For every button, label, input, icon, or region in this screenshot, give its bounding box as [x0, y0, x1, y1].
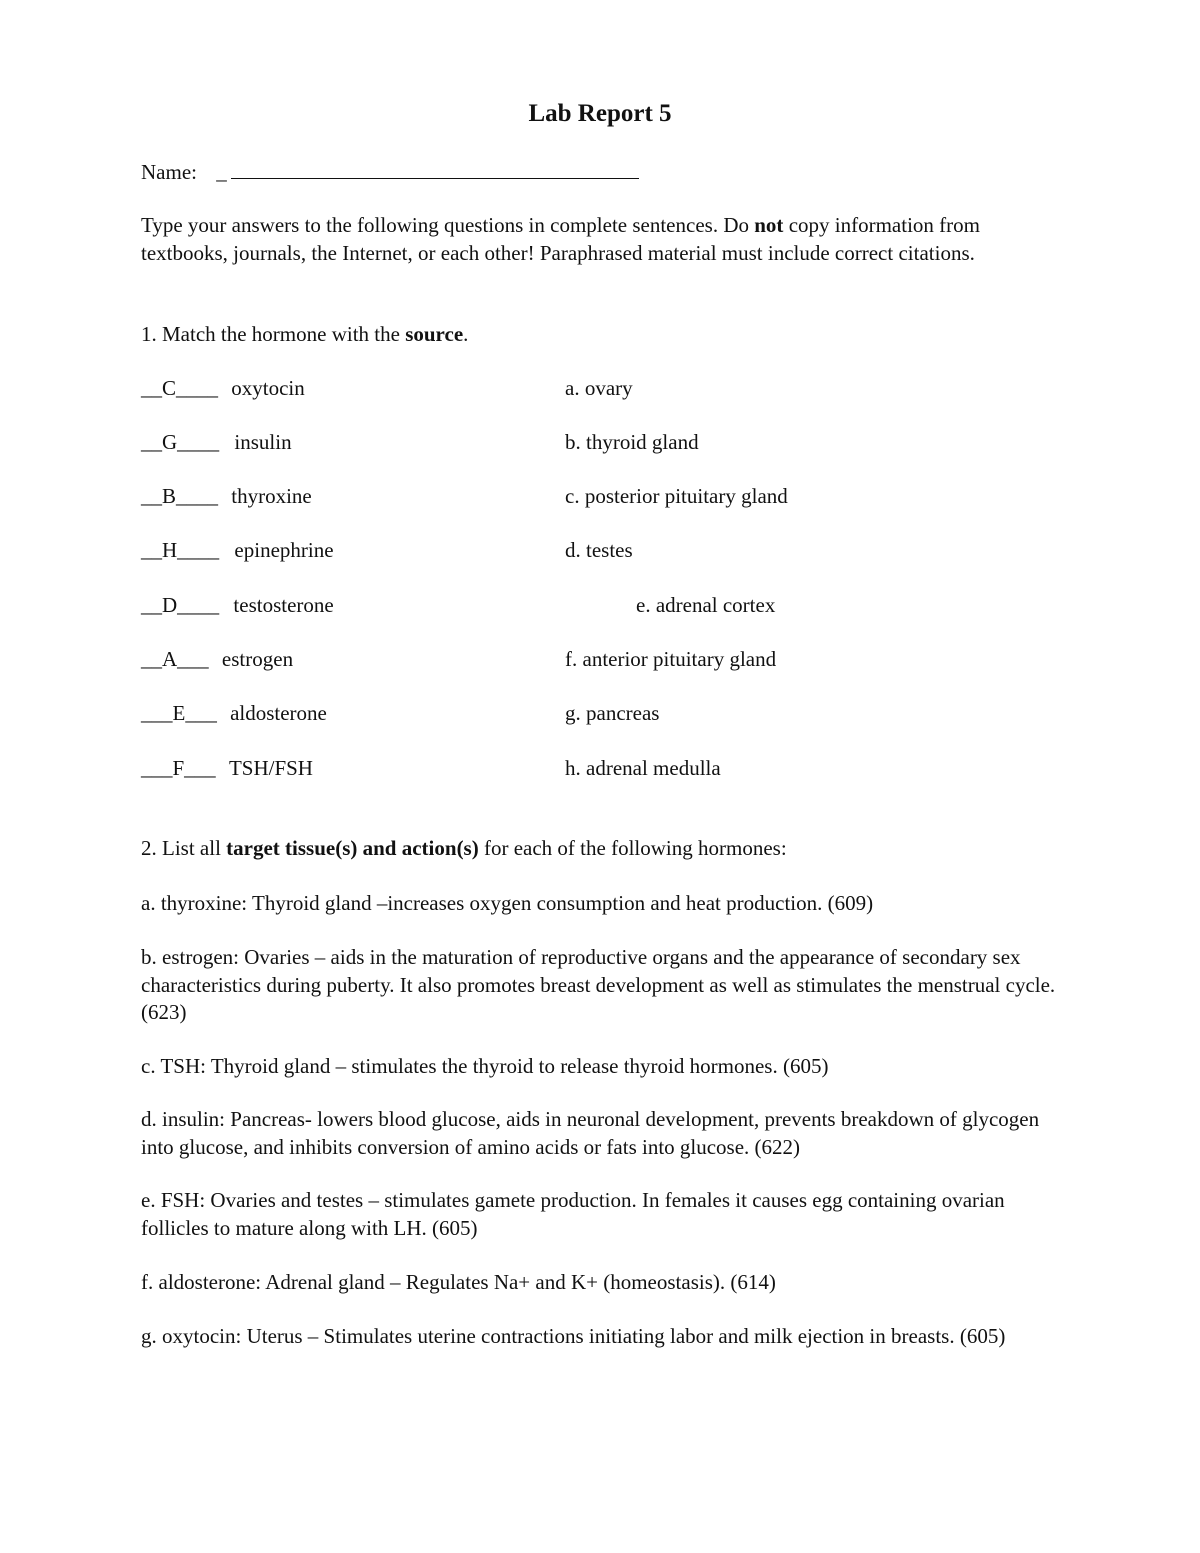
- match-row-answer: [141, 647, 293, 672]
- answer-estrogen: b. estrogen: Ovaries – aids in the maturation of reproductive organs and the appearance of secondary sex characteristics during puberty. It also promotes breast development as well as stimulates the menstrual cycle. (623): [141, 945, 1056, 1024]
- source-option: b. thyroid gland: [565, 430, 699, 454]
- instructions-part1: Type your answers to the following questions in complete sentences. Do: [141, 213, 755, 237]
- hormone-name: TSH/FSH: [228, 756, 313, 780]
- answer-blank: __D____: [141, 593, 220, 617]
- q1-prefix: 1. Match the hormone with the: [141, 322, 406, 346]
- hormone-name: insulin: [234, 430, 292, 454]
- hormone-name: oxytocin: [231, 376, 305, 400]
- name-label: Name:: [141, 160, 197, 184]
- answer-blank: __G____: [141, 430, 220, 454]
- answer-blank: __B____: [141, 484, 219, 508]
- source-option: c. posterior pituitary gland: [565, 484, 788, 508]
- source-option: g. pancreas: [565, 701, 660, 725]
- hormone-name: aldosterone: [230, 701, 327, 725]
- source-option: e. adrenal cortex: [636, 593, 776, 617]
- q2-suffix: for each of the following hormones:: [478, 836, 787, 860]
- match-row-answer: [141, 538, 334, 563]
- match-row-answer: [141, 756, 313, 781]
- answer-blank: ___F___: [141, 756, 216, 780]
- page-title: Lab Report 5: [528, 100, 672, 127]
- answer-oxytocin: g. oxytocin: Uterus – Stimulates uterine contractions initiating labor and milk ejection in breasts. (605): [141, 1324, 1006, 1348]
- q2-prefix: 2. List all: [141, 836, 227, 860]
- instructions-part2: copy information from textbooks, journals, the Internet, or each other! Paraphrased material must include correct citations.: [141, 213, 980, 265]
- answer-blank: __A___: [141, 647, 209, 671]
- answer-blank: ___E___: [141, 701, 217, 725]
- name-blank: [231, 160, 639, 179]
- source-option: a. ovary: [565, 376, 633, 400]
- match-row-answer: [141, 593, 334, 618]
- source-option: d. testes: [565, 538, 633, 562]
- hormone-name: estrogen: [221, 647, 294, 671]
- source-option: h. adrenal medulla: [565, 756, 721, 780]
- match-row-answer: [141, 701, 327, 726]
- q2-bold: target tissue(s) and action(s): [226, 836, 479, 860]
- hormone-name: testosterone: [233, 593, 334, 617]
- hormone-name: thyroxine: [231, 484, 312, 508]
- q1-bold: source: [405, 322, 464, 346]
- answer-insulin: d. insulin: Pancreas- lowers blood glucose, aids in neuronal development, prevents breakdown of glycogen into glucose, and inhibits conversion of amino acids or fats into glucose. (622): [141, 1107, 1040, 1159]
- instructions: [141, 212, 1071, 267]
- match-row-answer: [141, 484, 312, 509]
- answer-thyroxine: a. thyroxine: Thyroid gland –increases oxygen consumption and heat production. (609): [141, 891, 874, 915]
- match-row-answer: [141, 430, 292, 455]
- answer-tsh: c. TSH: Thyroid gland – stimulates the thyroid to release thyroid hormones. (605): [141, 1054, 829, 1078]
- hormone-name: epinephrine: [234, 538, 334, 562]
- question-2-heading: [141, 836, 787, 861]
- source-option: f. anterior pituitary gland: [565, 647, 777, 671]
- instructions-bold: not: [754, 213, 784, 237]
- name-line: [141, 160, 639, 185]
- answer-blank: __C____: [141, 376, 219, 400]
- answer-aldosterone: f. aldosterone: Adrenal gland – Regulates Na+ and K+ (homeostasis). (614): [141, 1270, 776, 1294]
- match-row-answer: [141, 376, 305, 401]
- q1-suffix: .: [463, 322, 469, 346]
- answer-blank: __H____: [141, 538, 220, 562]
- name-prefix: _: [216, 160, 227, 184]
- question-1-heading: [141, 322, 468, 347]
- answer-fsh: e. FSH: Ovaries and testes – stimulates gamete production. In females it causes egg containing ovarian follicles to mature along with LH. (605): [141, 1188, 1005, 1240]
